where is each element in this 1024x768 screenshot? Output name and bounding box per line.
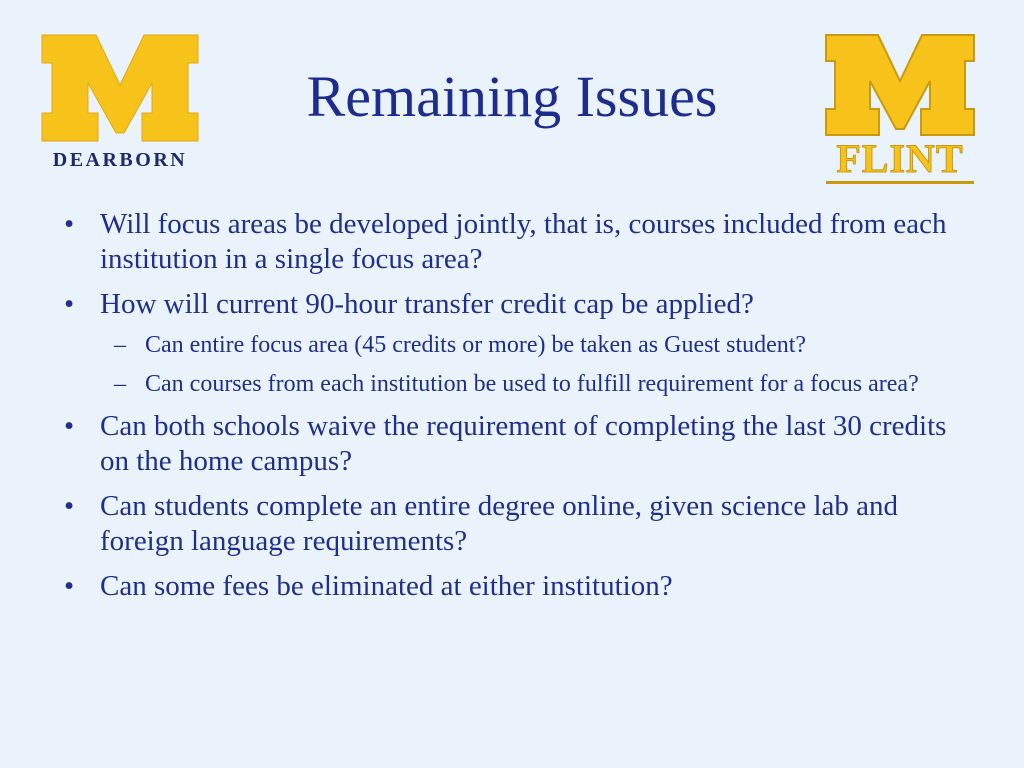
block-m-icon (822, 33, 978, 137)
flint-logo (822, 33, 978, 184)
bullet-text: How will current 90-hour transfer credit cap be applied? (100, 288, 754, 320)
bullet-text: Can both schools waive the requirement of completing the last 30 credits on the home campus? (100, 410, 947, 477)
bullet-icon: • (64, 288, 75, 320)
sub-bullet-text: Can entire focus area (45 credits or more) be taken as Guest student? (145, 332, 807, 358)
bullet-list (62, 207, 962, 604)
bullet-text: Will focus areas be developed jointly, that is, courses included from each institution in a single focus area? (100, 208, 947, 275)
sub-bullet-item (100, 330, 962, 360)
dash-icon: – (114, 371, 126, 397)
bullet-item (62, 569, 962, 604)
block-m-icon (38, 33, 202, 143)
bullet-icon: • (64, 490, 75, 522)
bullet-item (62, 207, 962, 277)
bullet-icon: • (64, 208, 75, 240)
bullet-icon: • (64, 570, 75, 602)
sub-bullet-list (100, 330, 962, 399)
bullet-text: Can students complete an entire degree online, given science lab and foreign language requirements? (100, 490, 899, 557)
flint-underline (826, 181, 974, 184)
dash-icon: – (114, 332, 126, 358)
dearborn-logo (38, 33, 202, 172)
bullet-text: Can some fees be eliminated at either institution? (100, 570, 673, 602)
flint-caption: FLINT (836, 136, 964, 181)
dearborn-caption: DEARBORN (52, 149, 188, 171)
bullet-item (62, 287, 962, 399)
bullet-list-container (62, 207, 962, 614)
sub-bullet-item (100, 369, 962, 399)
bullet-icon: • (64, 410, 75, 442)
bullet-item (62, 489, 962, 559)
sub-bullet-text: Can courses from each institution be used to fulfill requirement for a focus area? (145, 371, 919, 397)
slide-title: Remaining Issues (306, 64, 718, 129)
bullet-item (62, 409, 962, 479)
